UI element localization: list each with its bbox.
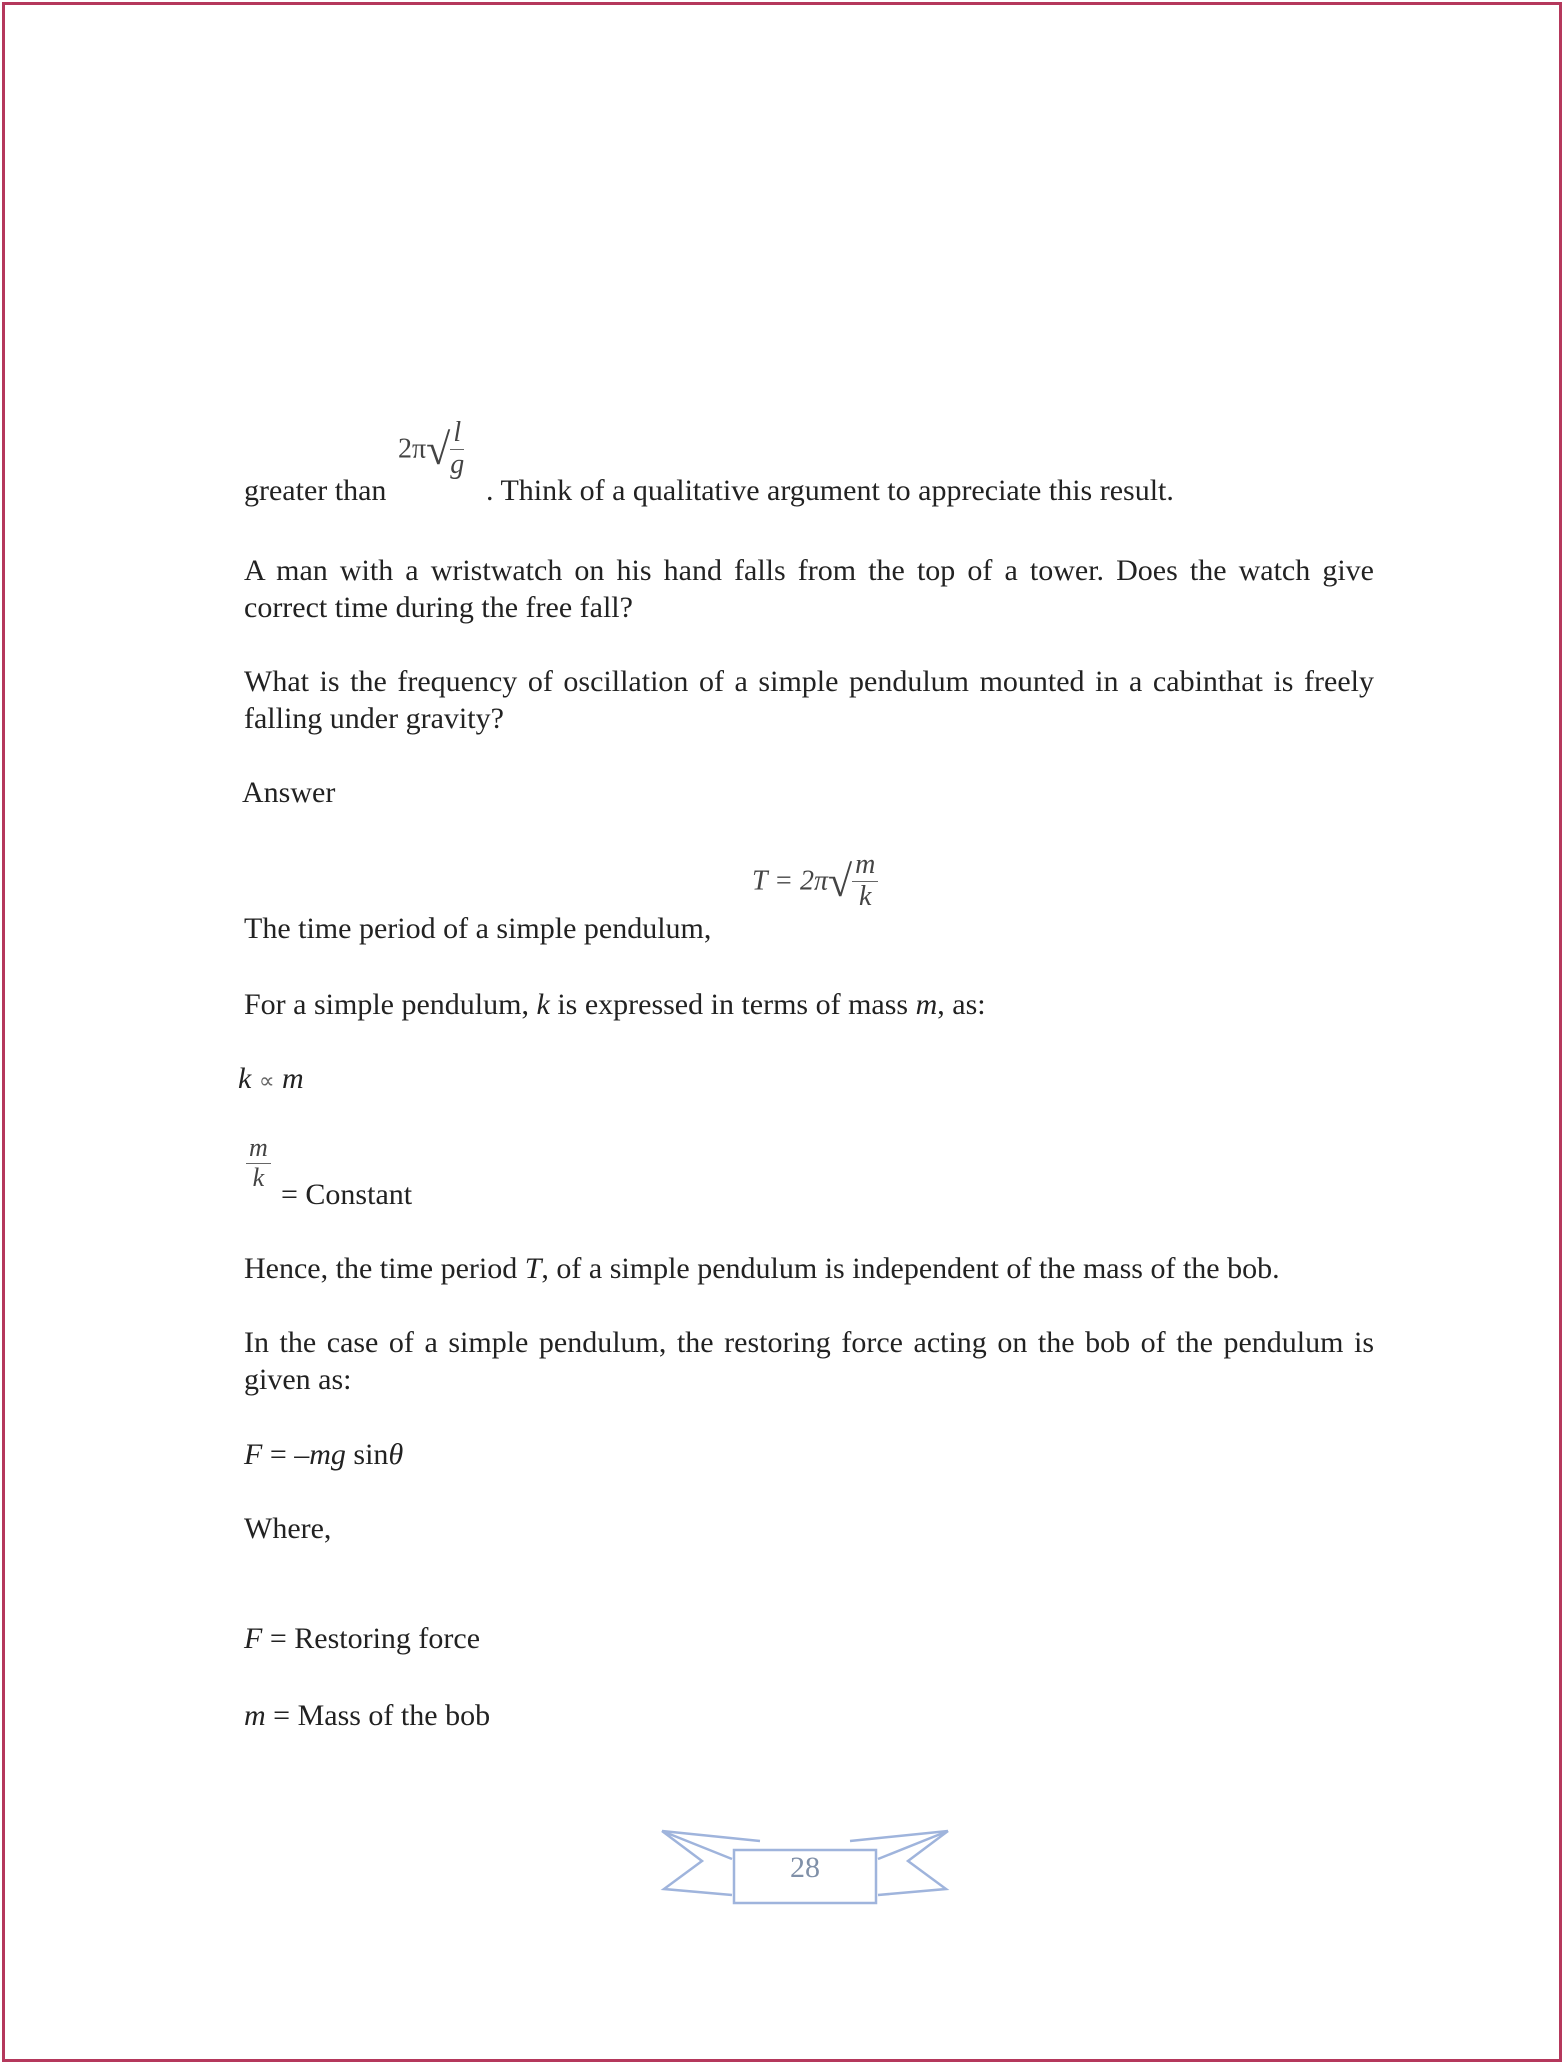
text: sin bbox=[345, 1438, 389, 1471]
var: T bbox=[524, 1252, 542, 1285]
def-m bbox=[244, 1697, 1374, 1734]
question-wristwatch: A man with a wristwatch on his hand falls from the top of a tower. Does the watch give correct time during the free fall? bbox=[244, 554, 1374, 624]
hence-text bbox=[244, 1250, 1374, 1287]
proportional-symbol: ∝ bbox=[258, 1068, 275, 1093]
text: greater than bbox=[244, 474, 387, 507]
ratio-m-k bbox=[246, 1134, 271, 1192]
formula-coef: 2π bbox=[398, 433, 427, 465]
answer-label: Answer bbox=[242, 776, 336, 809]
force-equation bbox=[244, 1436, 1374, 1473]
var: m bbox=[282, 1062, 304, 1095]
var: θ bbox=[388, 1438, 404, 1471]
text: Hence, the time period bbox=[244, 1252, 525, 1285]
page-number: 28 bbox=[790, 1851, 820, 1884]
page-number-ribbon bbox=[660, 1825, 950, 1915]
where-label: Where, bbox=[244, 1512, 332, 1545]
text: For a simple pendulum, bbox=[244, 988, 537, 1021]
page-border bbox=[2, 2, 1562, 2062]
formula-den: g bbox=[450, 448, 465, 480]
text: , of a simple pendulum is independent of the mass of the bob. bbox=[541, 1252, 1280, 1285]
formula-num: m bbox=[852, 850, 878, 882]
formula-2pi-sqrt-l-g: 2π√ $\frac{l}{g}$ bbox=[398, 417, 465, 480]
text: is expressed in terms of mass bbox=[549, 988, 916, 1021]
formula-period: T = 2π√ $\frac{m}{k}$ bbox=[752, 850, 878, 913]
period-text: The time period of a simple pendulum, bbox=[244, 912, 712, 945]
ratio-den: k bbox=[252, 1162, 265, 1192]
text: = – bbox=[262, 1438, 310, 1471]
formula-num: l bbox=[450, 418, 464, 450]
var: m bbox=[244, 1699, 266, 1732]
k-expression-text bbox=[244, 986, 1374, 1023]
text: = Restoring force bbox=[262, 1622, 481, 1655]
var: k bbox=[536, 988, 550, 1021]
def-F bbox=[244, 1620, 1374, 1657]
ratio-constant: = Constant bbox=[281, 1178, 413, 1211]
var: m bbox=[915, 988, 938, 1021]
ratio-num: m bbox=[246, 1134, 271, 1164]
text: = Mass of the bob bbox=[265, 1699, 491, 1732]
question-frequency: What is the frequency of oscillation of a simple pendulum mounted in a cabinthat is freely falling under gravity? bbox=[244, 665, 1374, 735]
var: F bbox=[244, 1438, 263, 1471]
text: . Think of a qualitative argument to appreciate this result. bbox=[486, 474, 1174, 507]
paragraph-think bbox=[486, 472, 1386, 509]
restoring-text: In the case of a simple pendulum, the restoring force acting on the bob of the pendulum is given as: bbox=[244, 1326, 1374, 1396]
var: mg bbox=[309, 1438, 346, 1471]
formula-den: k bbox=[859, 880, 872, 912]
var: F bbox=[244, 1622, 263, 1655]
text: , as: bbox=[937, 988, 986, 1021]
proportional-eq bbox=[238, 1060, 1368, 1099]
formula-lhs: T = 2π bbox=[752, 865, 828, 897]
var: k bbox=[238, 1062, 252, 1095]
